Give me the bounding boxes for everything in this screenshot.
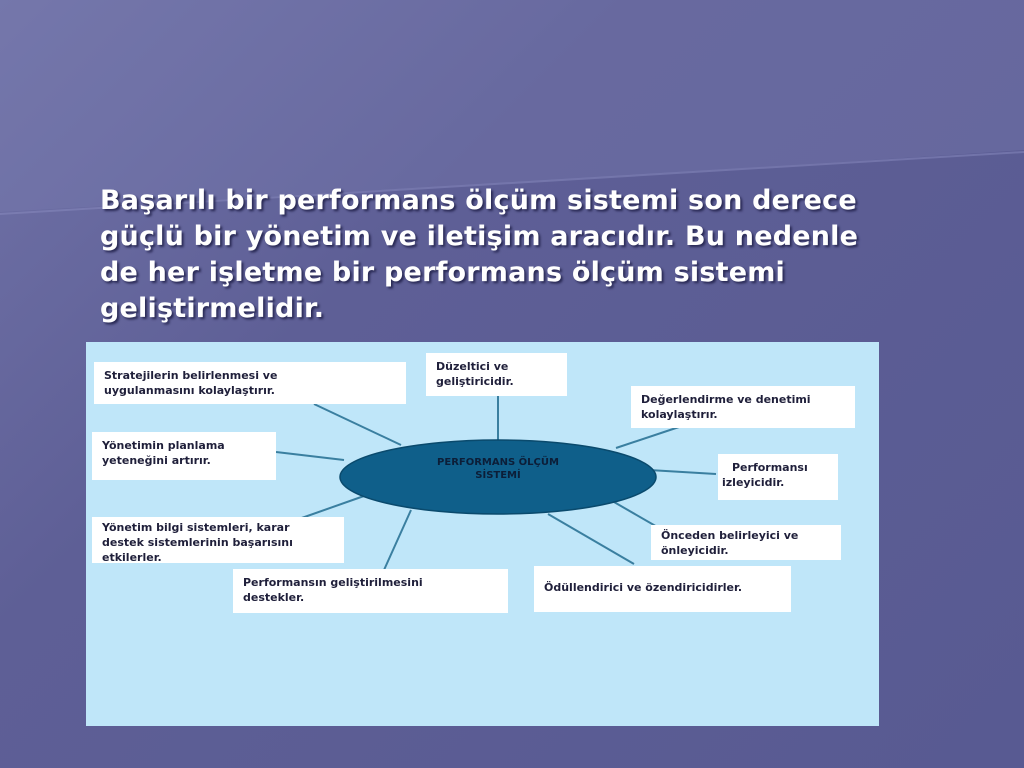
center-label-line: PERFORMANS ÖLÇÜM	[437, 457, 559, 468]
node-planning	[92, 432, 276, 480]
connector-line	[276, 452, 344, 460]
node-line: Ödüllendirici ve özendiricidirler.	[544, 581, 743, 594]
node-monitoring	[718, 454, 838, 500]
node-line: destek sistemlerinin başarısını	[102, 536, 293, 549]
node-line: etkilerler.	[102, 551, 162, 564]
node-line: yeteneğini artırır.	[102, 454, 211, 467]
performance-measurement-diagram	[86, 342, 879, 726]
body-line: Başarılı bir performans ölçüm sistemi son derece	[100, 185, 857, 216]
node-evaluation	[631, 386, 855, 428]
node-line: kolaylaştırır.	[641, 408, 718, 421]
node-line: Değerlendirme ve denetimi	[641, 393, 811, 406]
node-line: Stratejilerin belirlenmesi ve	[104, 369, 278, 382]
node-line: geliştiricidir.	[436, 375, 514, 388]
node-line: Yönetimin planlama	[102, 439, 225, 452]
node-line: Performansın geliştirilmesini	[243, 576, 423, 589]
body-line: de her işletme bir performans ölçüm sistemi	[100, 257, 786, 288]
node-mis	[92, 517, 344, 563]
node-line: Düzeltici ve	[436, 360, 509, 373]
node-line: Performansı	[732, 461, 808, 474]
node-preventive	[651, 525, 841, 560]
connector-line	[649, 470, 716, 474]
node-corrective	[426, 353, 567, 396]
node-line: önleyicidir.	[661, 544, 729, 557]
center-label	[423, 456, 573, 482]
center-label-line: SİSTEMİ	[475, 470, 521, 481]
node-line: Yönetim bilgi sistemleri, karar	[102, 521, 290, 534]
slide-body-text	[100, 183, 930, 327]
connector-line	[384, 510, 411, 570]
connector-line	[616, 426, 682, 448]
connector-line	[548, 514, 634, 564]
body-line: güçlü bir yönetim ve iletişim aracıdır. Bu nedenle	[100, 221, 859, 252]
node-line: izleyicidir.	[722, 476, 785, 489]
body-line: geliştirmelidir.	[100, 293, 325, 324]
node-improvement	[233, 569, 508, 613]
node-line: Önceden belirleyici ve	[661, 529, 799, 542]
node-strategy	[94, 362, 406, 404]
node-line: destekler.	[243, 591, 305, 604]
connector-line	[314, 404, 401, 445]
node-line: uygulanmasını kolaylaştırır.	[104, 384, 275, 397]
node-rewarding	[534, 566, 791, 612]
